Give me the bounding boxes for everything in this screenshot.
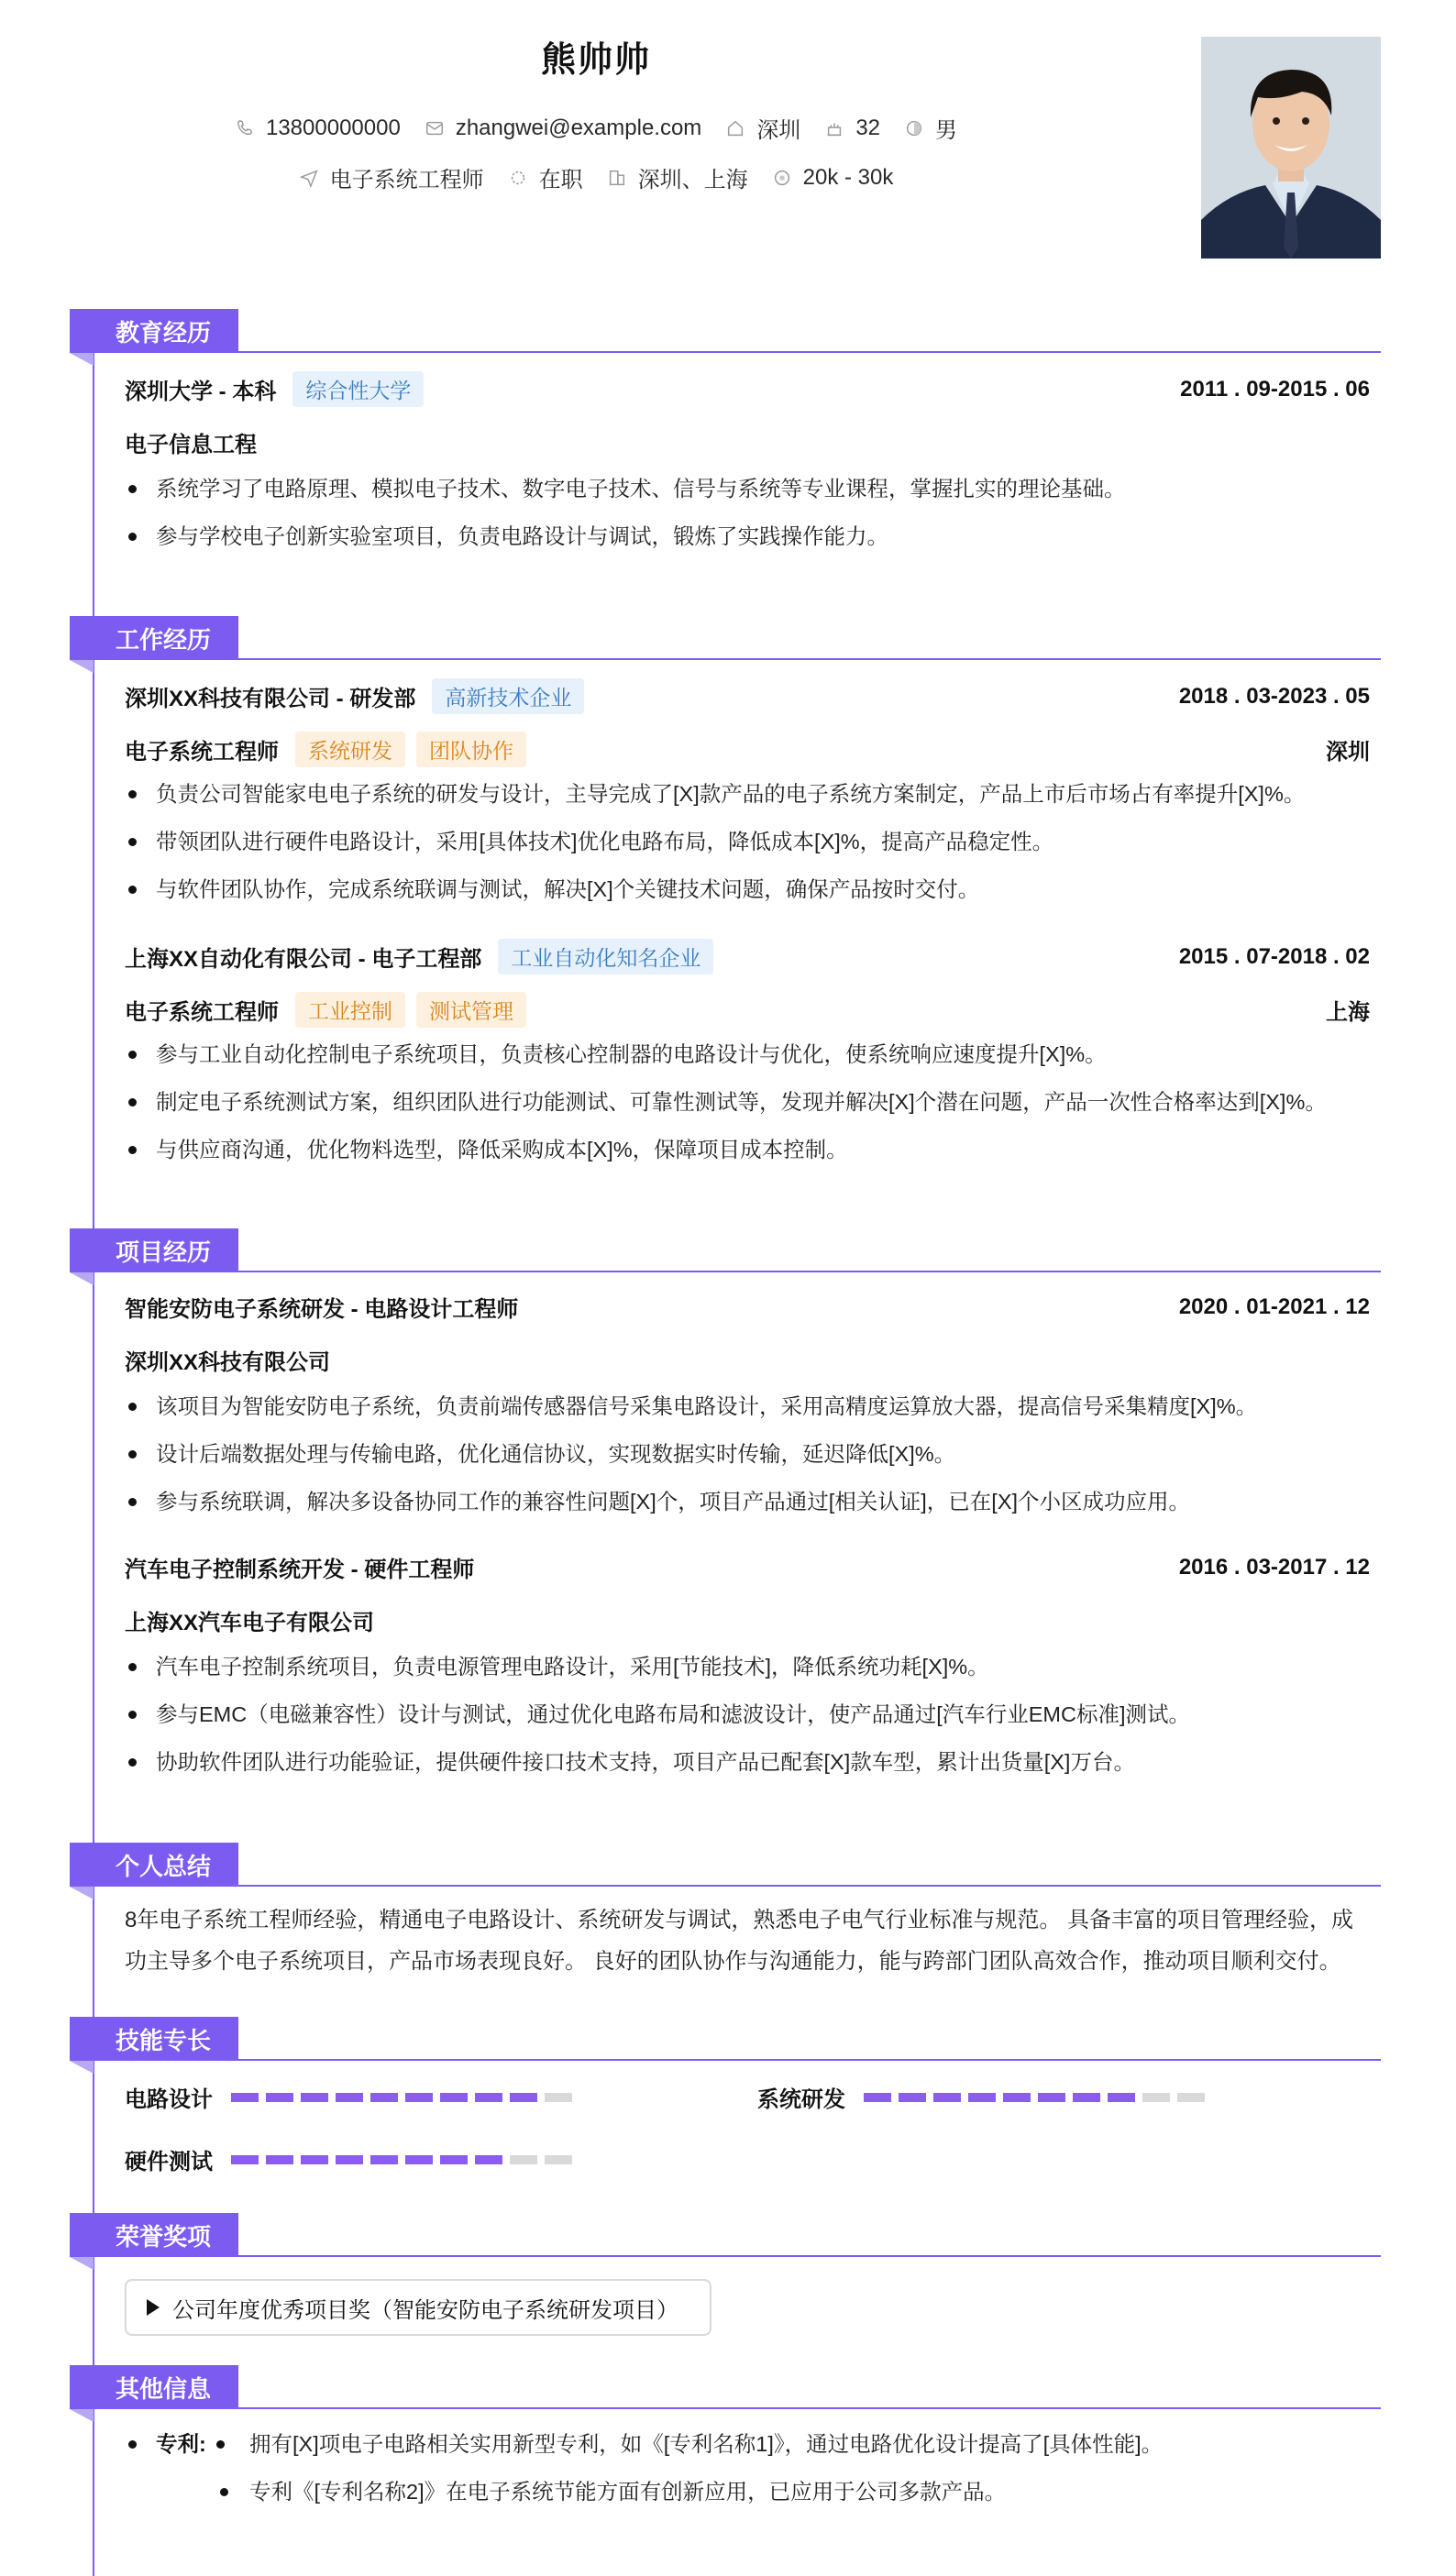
skill-item bbox=[757, 2081, 1205, 2113]
age-icon bbox=[824, 118, 844, 138]
skill-segment-filled bbox=[336, 2093, 363, 2102]
company-tag: 高新技术企业 bbox=[432, 678, 584, 714]
major-row bbox=[125, 426, 1370, 458]
city-item bbox=[725, 112, 800, 144]
honors-section bbox=[70, 2213, 1381, 2350]
list-item: 与供应商沟通，优化物料选型，降低采购成本[X]%，保障项目成本控制。 bbox=[125, 1126, 1370, 1173]
target-cities-text: 深圳、上海 bbox=[637, 168, 748, 193]
phone-icon bbox=[235, 118, 255, 138]
tab-fold bbox=[70, 660, 94, 673]
list-item: 带领团队进行硬件电路设计，采用[具体技术]优化电路布局，降低成本[X]%，提高产品稳定性。 bbox=[125, 818, 1370, 865]
skill-segment-filled bbox=[968, 2093, 996, 2102]
skill-segment-filled bbox=[475, 2093, 502, 2102]
job-bullets bbox=[125, 770, 1370, 913]
other-section bbox=[70, 2365, 1381, 2548]
city-text: 深圳 bbox=[756, 118, 801, 143]
list-item: 参与学校电子创新实验室项目，负责电路设计与调试，锻炼了实践操作能力。 bbox=[125, 512, 1370, 560]
major-name: 电子信息工程 bbox=[125, 433, 257, 457]
target-role-item bbox=[299, 161, 484, 193]
honors-header bbox=[70, 2213, 1381, 2261]
job-role: 电子系统工程师 bbox=[125, 740, 279, 765]
section-title: 荣誉奖项 bbox=[70, 2213, 238, 2257]
list-item: 与软件团队协作，完成系统联调与测试，解决[X]个关键技术问题，确保产品按时交付。 bbox=[125, 865, 1370, 913]
patent-block bbox=[125, 2420, 1370, 2515]
project-bullets bbox=[125, 1643, 1370, 1786]
work-header bbox=[70, 616, 1381, 664]
job-role: 电子系统工程师 bbox=[125, 1000, 279, 1025]
section-title: 项目经历 bbox=[70, 1228, 238, 1272]
section-rule bbox=[238, 1271, 1381, 1272]
job-date: 2018 . 03-2023 . 05 bbox=[1178, 683, 1370, 709]
project-row bbox=[125, 1291, 1370, 1323]
patent-text: 拥有[X]项电子电路相关实用新型专利，如《[专利名称1]》，通过电路优化设计提高了[具体性能]。 bbox=[249, 2432, 1164, 2456]
projects-header bbox=[70, 1228, 1381, 1276]
job-intent-row bbox=[0, 161, 1192, 193]
summary-header bbox=[70, 1843, 1381, 1890]
phone-text: 13800000000 bbox=[265, 115, 401, 140]
skill-segment-filled bbox=[440, 2093, 468, 2102]
target-role-text: 电子系统工程师 bbox=[329, 168, 484, 193]
skill-tag: 系统研发 bbox=[295, 732, 405, 767]
skill-level-bar bbox=[864, 2093, 1205, 2102]
skill-item bbox=[125, 2143, 572, 2175]
project-company: 上海XX汽车电子有限公司 bbox=[125, 1611, 375, 1635]
education-header bbox=[70, 309, 1381, 357]
skill-segment-empty bbox=[545, 2155, 572, 2164]
tab-fold bbox=[70, 2257, 94, 2270]
list-item: 协助软件团队进行功能验证，提供硬件接口技术支持，项目产品已配套[X]款车型，累计出货量[X]万台。 bbox=[125, 1738, 1370, 1786]
school-name: 深圳大学 - 本科 bbox=[125, 380, 277, 404]
age-item bbox=[824, 116, 880, 141]
age-text: 32 bbox=[855, 115, 881, 140]
project-company-row bbox=[125, 1604, 1370, 1636]
company-name: 上海XX自动化有限公司 - 电子工程部 bbox=[125, 947, 482, 972]
skill-segment-filled bbox=[370, 2093, 398, 2102]
tab-fold bbox=[70, 1887, 94, 1899]
send-icon bbox=[299, 168, 319, 188]
section-rule bbox=[238, 2059, 1381, 2061]
skill-tag: 工业控制 bbox=[295, 992, 405, 1028]
skill-item bbox=[125, 2081, 572, 2113]
work-section bbox=[70, 616, 1381, 1184]
home-icon bbox=[725, 118, 745, 138]
summary-line: 8年电子系统工程师经验，精通电子电路设计、系统研发与调试，熟悉电子电气行业标准与规范。 具备丰富的项目管理经验，成 bbox=[125, 1908, 1354, 1932]
tab-fold bbox=[70, 2061, 94, 2074]
tab-fold bbox=[70, 1272, 94, 1285]
salary-item bbox=[772, 165, 894, 191]
list-item: 系统学习了电路原理、模拟电子技术、数字电子技术、信号与系统等专业课程，掌握扎实的理论基础。 bbox=[125, 465, 1370, 512]
skill-tag: 测试管理 bbox=[416, 992, 526, 1028]
skill-segment-empty bbox=[1177, 2093, 1205, 2102]
profile-photo bbox=[1201, 37, 1381, 259]
gender-icon bbox=[904, 118, 924, 138]
summary-section bbox=[70, 1843, 1381, 1998]
skill-segment-filled bbox=[370, 2155, 398, 2164]
status-item bbox=[508, 161, 583, 193]
section-rule bbox=[238, 351, 1381, 353]
project-name: 智能安防电子系统研发 - 电路设计工程师 bbox=[125, 1297, 519, 1322]
patent-line bbox=[125, 2420, 1370, 2468]
skill-name: 电路设计 bbox=[125, 2087, 213, 2112]
project-name: 汽车电子控制系统开发 - 硬件工程师 bbox=[125, 1558, 475, 1582]
job-date: 2015 . 07-2018 . 02 bbox=[1178, 943, 1370, 969]
education-section bbox=[70, 309, 1381, 584]
award-text: 公司年度优秀项目奖（智能安防电子系统研发项目） bbox=[172, 2297, 678, 2323]
section-rule bbox=[238, 658, 1381, 660]
gender-item bbox=[904, 112, 957, 144]
summary-line: 功主导多个电子系统项目，产品市场表现良好。 良好的团队协作与沟通能力，能与跨部门团队高效合作，推动项目顺利交付。 bbox=[125, 1949, 1341, 1974]
section-title: 其他信息 bbox=[70, 2365, 238, 2409]
skill-segment-filled bbox=[864, 2093, 891, 2102]
patent-text: 专利《[专利名称2]》在电子系统节能方面有创新应用，已应用于公司多款产品。 bbox=[249, 2480, 1007, 2504]
section-rule bbox=[238, 2255, 1381, 2257]
section-rule bbox=[238, 2407, 1381, 2409]
job-location: 深圳 bbox=[1326, 740, 1370, 765]
section-rule bbox=[238, 1885, 1381, 1887]
skill-segment-filled bbox=[266, 2093, 293, 2102]
section-title: 教育经历 bbox=[70, 309, 238, 353]
other-header bbox=[70, 2365, 1381, 2413]
list-item: 设计后端数据处理与传输电路，优化通信协议，实现数据实时传输，延迟降低[X]%。 bbox=[125, 1430, 1370, 1478]
project-row bbox=[125, 1551, 1370, 1583]
school-row bbox=[125, 371, 1370, 407]
skills-header bbox=[70, 2017, 1381, 2064]
skill-segment-filled bbox=[405, 2155, 433, 2164]
job-location: 上海 bbox=[1326, 1000, 1370, 1025]
skill-level-bar bbox=[231, 2155, 572, 2164]
award-item bbox=[125, 2279, 711, 2336]
list-item: 参与EMC（电磁兼容性）设计与测试，通过优化电路布局和滤波设计，使产品通过[汽车行业EMC标准]测试。 bbox=[125, 1690, 1370, 1738]
contact-row bbox=[0, 112, 1192, 144]
list-item: 负责公司智能家电电子系统的研发与设计，主导完成了[X]款产品的电子系统方案制定，产品上市后市场占有率提升[X]%。 bbox=[125, 770, 1370, 818]
list-item: 汽车电子控制系统项目，负责电源管理电路设计，采用[节能技术]，降低系统功耗[X]%。 bbox=[125, 1643, 1370, 1690]
resume-header bbox=[0, 0, 1456, 275]
target-cities-item bbox=[607, 161, 748, 193]
gender-text: 男 bbox=[935, 118, 958, 143]
tab-fold bbox=[70, 353, 94, 366]
project-company: 深圳XX科技有限公司 bbox=[125, 1350, 331, 1375]
candidate-name: 熊帅帅 bbox=[540, 41, 651, 80]
patent-line bbox=[125, 2468, 1370, 2515]
skill-segment-filled bbox=[231, 2155, 259, 2164]
mail-icon bbox=[425, 118, 445, 138]
skill-segment-filled bbox=[1108, 2093, 1135, 2102]
skill-segment-filled bbox=[336, 2155, 363, 2164]
status-icon bbox=[508, 168, 528, 188]
skill-segment-filled bbox=[1003, 2093, 1031, 2102]
section-title: 技能专长 bbox=[70, 2017, 238, 2061]
salary-text: 20k - 30k bbox=[802, 164, 894, 190]
skill-segment-empty bbox=[1142, 2093, 1170, 2102]
company-row bbox=[125, 678, 1370, 714]
list-item: 该项目为智能安防电子系统，负责前端传感器信号采集电路设计，采用高精度运算放大器，提高信号采集精度[X]%。 bbox=[125, 1382, 1370, 1430]
skill-segment-empty bbox=[545, 2093, 572, 2102]
company-name: 深圳XX科技有限公司 - 研发部 bbox=[125, 687, 416, 711]
patent-label: 专利: bbox=[156, 2432, 206, 2456]
skill-segment-filled bbox=[899, 2093, 926, 2102]
summary-text bbox=[125, 1899, 1370, 1982]
tab-fold bbox=[70, 2409, 94, 2422]
company-tag: 工业自动化知名企业 bbox=[498, 939, 713, 974]
status-text: 在职 bbox=[538, 168, 583, 193]
projects-section bbox=[70, 1228, 1381, 1815]
play-triangle-icon bbox=[147, 2299, 160, 2316]
salary-icon bbox=[772, 168, 792, 188]
skill-segment-filled bbox=[301, 2155, 328, 2164]
role-row bbox=[125, 992, 1370, 1028]
skill-segment-empty bbox=[510, 2155, 537, 2164]
skill-segment-filled bbox=[510, 2093, 537, 2102]
section-title: 工作经历 bbox=[70, 616, 238, 660]
phone-item bbox=[235, 116, 401, 141]
skill-segment-filled bbox=[1038, 2093, 1065, 2102]
skill-name: 系统研发 bbox=[757, 2087, 845, 2112]
skill-segment-filled bbox=[475, 2155, 502, 2164]
portrait-image bbox=[1201, 37, 1381, 259]
section-title: 个人总结 bbox=[70, 1843, 238, 1887]
skill-segment-filled bbox=[440, 2155, 468, 2164]
role-row bbox=[125, 732, 1370, 767]
email-item bbox=[425, 116, 702, 141]
skill-segment-filled bbox=[301, 2093, 328, 2102]
education-date: 2011 . 09-2015 . 06 bbox=[1180, 376, 1370, 402]
skill-segment-filled bbox=[933, 2093, 961, 2102]
skill-level-bar bbox=[231, 2093, 572, 2102]
skill-tag: 团队协作 bbox=[416, 732, 526, 767]
project-company-row bbox=[125, 1344, 1370, 1376]
skill-segment-filled bbox=[266, 2155, 293, 2164]
list-item: 制定电子系统测试方案，组织团队进行功能测试、可靠性测试等，发现并解决[X]个潜在问题，产品一次性合格率达到[X]%。 bbox=[125, 1078, 1370, 1126]
project-bullets bbox=[125, 1382, 1370, 1525]
skill-segment-filled bbox=[1073, 2093, 1100, 2102]
skill-name: 硬件测试 bbox=[125, 2150, 213, 2174]
project-date: 2016 . 03-2017 . 12 bbox=[1178, 1554, 1370, 1580]
job-bullets bbox=[125, 1030, 1370, 1173]
list-item: 参与系统联调，解决多设备协同工作的兼容性问题[X]个，项目产品通过[相关认证]，已在[X]个小区成功应用。 bbox=[125, 1478, 1370, 1525]
skill-segment-filled bbox=[231, 2093, 259, 2102]
skills-section bbox=[70, 2017, 1381, 2200]
school-tag: 综合性大学 bbox=[292, 371, 424, 407]
building-icon bbox=[607, 168, 627, 188]
email-text: zhangwei@example.com bbox=[455, 115, 702, 140]
project-date: 2020 . 01-2021 . 12 bbox=[1178, 1294, 1370, 1319]
list-item: 参与工业自动化控制电子系统项目，负责核心控制器的电路设计与优化，使系统响应速度提升[X]%。 bbox=[125, 1030, 1370, 1078]
company-row bbox=[125, 939, 1370, 974]
education-bullets bbox=[125, 465, 1370, 560]
skill-segment-filled bbox=[405, 2093, 433, 2102]
